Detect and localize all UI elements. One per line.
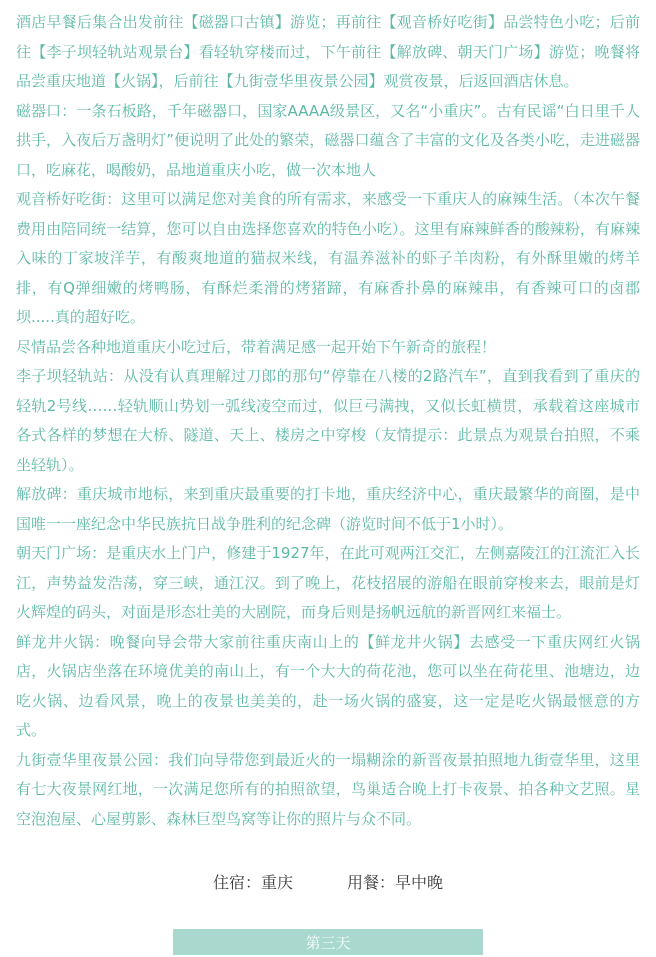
hotpot-paragraph: 鲜龙井火锅：晚餐向导会带大家前往重庆南山上的【鲜龙井火锅】去感受一下重庆网红火锅店，火锅店坐落在环境优美的南山上，有一个大大的荷花池，您可以坐在荷花里、池塘边，边吃火锅、边看风景，晚上的夜景也美美的，赴一场火锅的盛宴，这一定是吃火锅最惬意的方式。 [16, 632, 640, 739]
day-label: 第三天 [305, 933, 351, 952]
night-park-paragraph: 九街壹华里夜景公园：我们向导带您到最近火的一塌糊涂的新晋夜景拍照地九街壹华里，这里有七大夜景网红地，一次满足您所有的拍照欲望，鸟巢适合晚上打卡夜景、拍各种文艺照。星空泡泡屋、心屋剪影、森林巨型鸟窝等让你的照片与众不同。 [16, 750, 640, 828]
intro-paragraph: 酒店早餐后集合出发前往【磁器口古镇】游览；再前往【观音桥好吃街】品尝特色小吃；后前往【李子坝轻轨站观景台】看轻轨穿楼而过，下午前往【解放碑、朝天门广场】游览；晚餐将品尝重庆地道【火锅】，后前往【九街壹华里夜景公园】观赏夜景，后返回酒店休息。 [16, 13, 640, 90]
jiefangbei-paragraph: 解放碑：重庆城市地标，来到重庆最重要的打卡地，重庆经济中心，重庆最繁华的商圈，是中国唯一一座纪念中华民族抗日战争胜利的纪念碑（游览时间不低于1小时）。 [16, 485, 640, 533]
chaotianmen-paragraph: 朝天门广场：是重庆水上门户，修建于1927年，在此可观两江交汇，左侧嘉陵江的江流汇入长江，声势益发浩荡，穿三峡，通江汉。到了晚上，花枝招展的游船在眼前穿梭来去，眼前是灯火辉煌的码头，对面是形态壮美的大剧院，而身后则是扬帆远航的新晋网红来福士。 [16, 544, 640, 621]
guanyinqiao-paragraph: 观音桥好吃街：这里可以满足您对美食的所有需求，来感受一下重庆人的麻辣生活。（本次午餐费用由陪同统一结算，您可以自由选择您喜欢的特色小吃）。这里有麻辣鲜香的酸辣粉，有麻辣入味的丁家坡洋芋，有酸爽地道的猫叔米线，有温养滋补的虾子羊肉粉，有外酥里嫩的烤羊排，有Q弹细嫩的烤鸭肠，有酥烂柔滑的烤猪蹄，有麻香扑鼻的麻辣串，有香辣可口的卤郡坝.....真的超好吃。 [16, 190, 640, 326]
liziba-paragraph: 李子坝轻轨站：从没有认真理解过刀郎的那句“停靠在八楼的2路汽车”，直到我看到了重庆的轻轨2号线……轻轨顺山势划一弧线凌空而过，似巨弓满拽，又似长虹横贯，承载着这座城市各式各样的梦想在大桥、隧道、天上、楼房之中穿梭（友情提示：此景点为观景台拍照，不乘坐轻轨）。 [16, 367, 640, 474]
afternoon-intro-paragraph: 尽情品尝各种地道重庆小吃过后，带着满足感一起开始下午新奇的旅程！ [16, 337, 497, 356]
day-three-bar [173, 929, 483, 955]
stay-meal-row [16, 870, 640, 893]
meals-label: 用餐：早中晚 [347, 873, 444, 892]
lodging-label: 住宿：重庆 [212, 873, 293, 892]
ciqikou-paragraph: 磁器口：一条石板路，千年磁器口，国家AAAA级景区，又名“小重庆”。古有民谣“白日里千人拱手，入夜后万盏明灯”便说明了此处的繁荣，磁器口蕴含了丰富的文化及各类小吃，走进磁器口，吃麻花，喝酸奶，品地道重庆小吃，做一次本地人 [16, 101, 640, 179]
